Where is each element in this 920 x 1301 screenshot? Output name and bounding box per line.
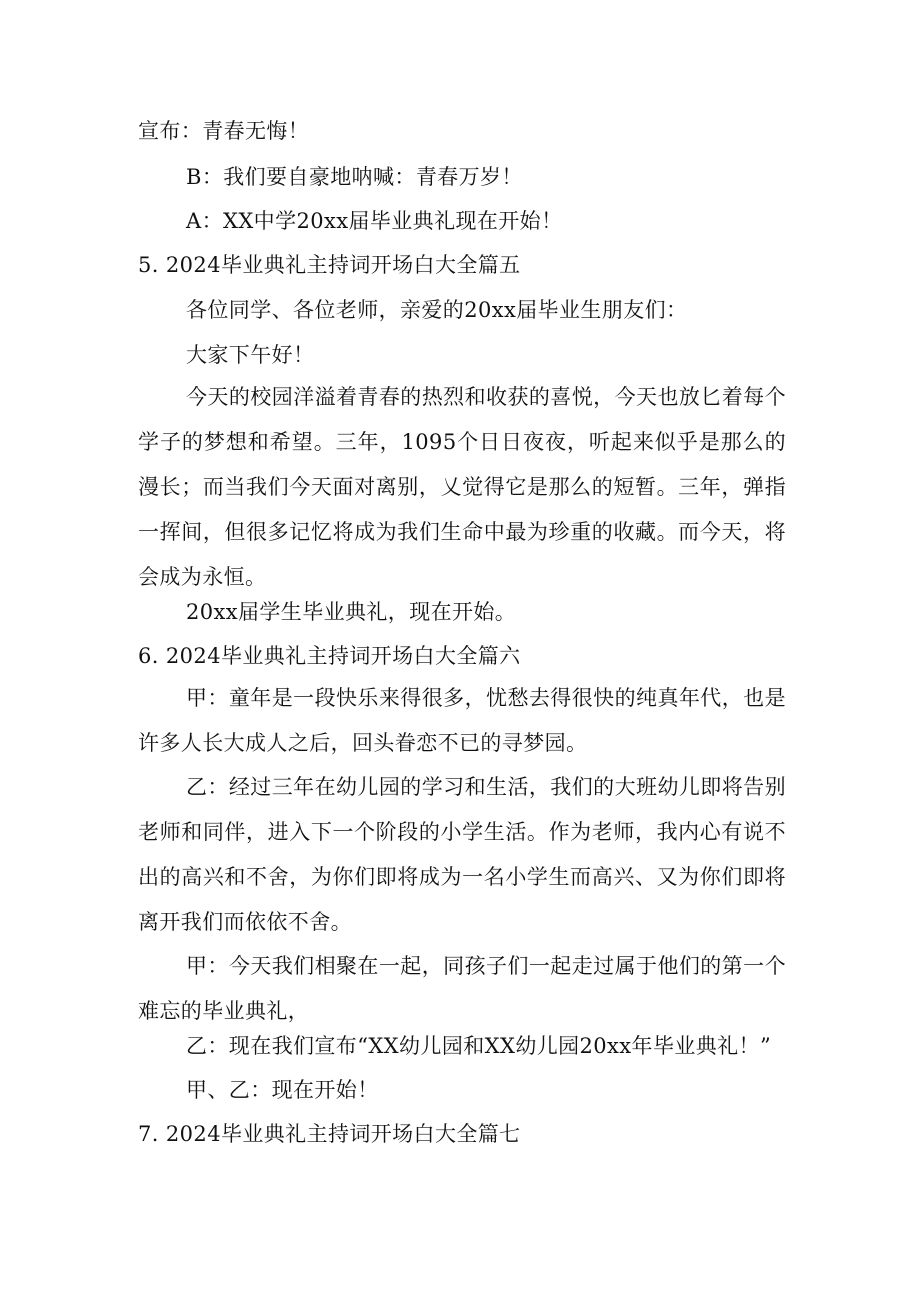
paragraph: 大家下午好！ xyxy=(186,343,315,367)
section-heading-7: 7. 2024毕业典礼主持词开场白大全篇七 xyxy=(138,1122,521,1146)
text-line: A：XX中学20xx届毕业典礼现在开始！ xyxy=(186,209,563,233)
paragraph: 乙：经过三年在幼儿园的学习和生活，我们的大班幼儿即将告别老师和同伴，进入下一个阶段的小学生活。作为老师，我内心有说不出的高兴和不舍，为你们即将成为一名小学生而高兴、又为你们即将离开我们而依依不舍。 xyxy=(138,775,786,934)
paragraph: 20xx届学生毕业典礼，现在开始。 xyxy=(186,600,517,624)
paragraph: 甲、乙：现在开始！ xyxy=(186,1078,379,1102)
section-heading-6: 6. 2024毕业典礼主持词开场白大全篇六 xyxy=(138,644,521,668)
paragraph: 甲：童年是一段快乐来得很多，忧愁去得很快的纯真年代，也是许多人长大成人之后，回头眷恋不已的寻梦园。 xyxy=(138,686,786,755)
paragraph: 乙：现在我们宣布“XX幼儿园和XX幼儿园20xx年毕业典礼！” xyxy=(186,1034,772,1058)
text-line: 宣布：青春无悔！ xyxy=(138,119,310,143)
text-line: B：我们要自豪地呐喊：青春万岁！ xyxy=(186,165,523,189)
paragraph: 各位同学、各位老师，亲爱的20xx届毕业生朋友们： xyxy=(186,298,688,322)
paragraph: 今天的校园洋溢着青春的热烈和收获的喜悦，今天也放匕着每个学子的梦想和希望。三年，1095个日日夜夜，听起来似乎是那么的漫长；而当我们今天面对离别，乂觉得它是那么的短暂。三年，弹指一挥间，但很多记忆将成为我们生命中最为珍重的收藏。而今天，将会成为永恒。 xyxy=(138,385,786,589)
section-heading-5: 5. 2024毕业典礼主持词开场白大全篇五 xyxy=(138,253,521,277)
paragraph: 甲：今天我们相聚在一起，同孩子们一起走过属于他们的第一个难忘的毕业典礼， xyxy=(138,954,786,1023)
